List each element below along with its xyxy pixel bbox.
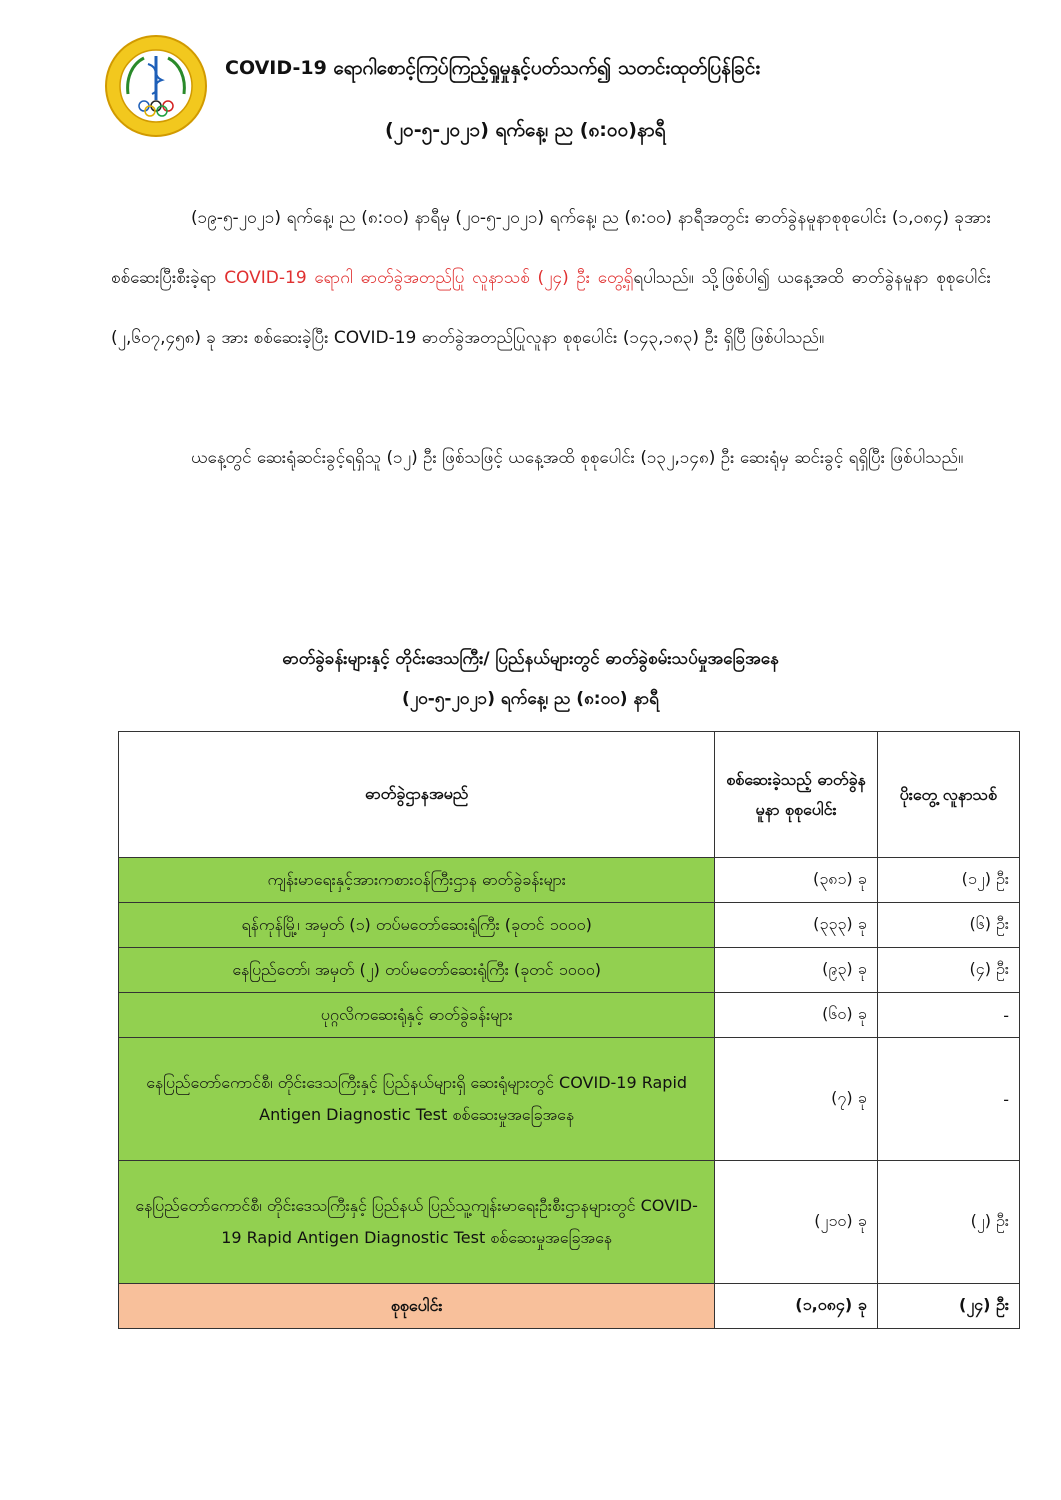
summary-text-b: ရပါသည်။ သို့ဖြစ်ပါ၍ ယနေ့အထိ ဓာတ်ခွဲနမူနာ စုစုပေါင်း (၂,၆၀၇,၄၅၈) ခု အား စစ်ဆေးခဲ့ပြီး COVID-19 ဓာတ်ခွဲအတည်ပြုလူနာ စုစုပေါင်း (၁၄၃,၁၈၃) ဦး ရှိပြီ ဖြစ်ပါသည်။	[111, 268, 991, 348]
table-row	[119, 1161, 1020, 1284]
discharge-paragraph: ယနေ့တွင် ဆေးရုံဆင်းခွင့်ရရှိသူ (၁၂) ဦး ဖြစ်သဖြင့် ယနေ့အထိ စုစုပေါင်း (၁၃၂,၁၄၈) ဦး ဆေးရုံမှ ဆင်းခွင့် ရရှိပြီး ဖြစ်ပါသည်။	[191, 448, 964, 468]
summary-text-a: (၁၉-၅-၂၀၂၁) ရက်နေ့၊ ည (၈:၀၀) နာရီမှ (၂၀-၅-၂၀၂၁) ရက်နေ့၊ ည (၈:၀၀) နာရီအတွင်း ဓာတ်ခွဲနမူနာစုစုပေါင်း (၁,၀၈၄) ခုအား စစ်ဆေးပြီးစီးခဲ့ရာ	[111, 208, 991, 288]
total-label: စုစုပေါင်း	[119, 1284, 715, 1329]
tested-count: (၇) ခု	[715, 1038, 877, 1161]
tested-count: (၃၈၁) ခု	[715, 858, 877, 903]
total-tested: (၁,၀၈၄) ခု	[715, 1284, 877, 1329]
lab-name: နေပြည်တော်ကောင်စီ၊ တိုင်းဒေသကြီးနှင့် ပြည်နယ်များရှိ ဆေးရုံများတွင် COVID-19 Rapid Antigen Diagnostic Test စစ်ဆေးမှုအခြေအနေ	[119, 1038, 715, 1161]
table-row	[119, 993, 1020, 1038]
tested-count: (၂၁၀) ခု	[715, 1161, 877, 1284]
header-positive: ပိုးတွေ့ လူနာသစ်	[877, 732, 1019, 858]
page-title: COVID-19 ရောဂါစောင့်ကြပ်ကြည့်ရှုမှုနှင့်ပတ်သက်၍ သတင်းထုတ်ပြန်ခြင်း	[225, 57, 761, 79]
positive-count: (၁၂) ဦး	[877, 858, 1019, 903]
table-row	[119, 948, 1020, 993]
table-title: ဓာတ်ခွဲခန်းများနှင့် တိုင်းဒေသကြီး/ ပြည်နယ်များတွင် ဓာတ်ခွဲစမ်းသပ်မှုအခြေအနေ	[282, 649, 779, 669]
positive-count: -	[877, 1038, 1019, 1161]
header-tested: စစ်ဆေးခဲ့သည့် ဓာတ်ခွဲနမူနာ စုစုပေါင်း	[715, 732, 877, 858]
positive-count: (၄) ဦး	[877, 948, 1019, 993]
table-row	[119, 858, 1020, 903]
lab-name: နေပြည်တော်၊ အမှတ် (၂) တပ်မတော်ဆေးရုံကြီး (ခုတင် ၁၀၀၀)	[119, 948, 715, 993]
table-row	[119, 903, 1020, 948]
lab-name: နေပြည်တော်ကောင်စီ၊ တိုင်းဒေသကြီးနှင့် ပြည်နယ် ပြည်သူ့ကျန်းမာရေးဦးစီးဌာနများတွင် COVID-19 Rapid Antigen Diagnostic Test စစ်ဆေးမှုအခြေအနေ	[119, 1161, 715, 1284]
new-cases-highlight: COVID-19 ရောဂါ ဓာတ်ခွဲအတည်ပြု လူနာသစ် (၂၄) ဦး တွေ့ရှိ	[224, 268, 634, 288]
tested-count: (၆၀) ခု	[715, 993, 877, 1038]
ministry-logo	[104, 34, 208, 138]
total-positive: (၂၄) ဦး	[877, 1284, 1019, 1329]
lab-results-table	[118, 731, 1020, 1329]
summary-paragraph	[111, 188, 991, 368]
tested-count: (၉၃) ခု	[715, 948, 877, 993]
positive-count: (၂) ဦး	[877, 1161, 1019, 1284]
positive-count: -	[877, 993, 1019, 1038]
page-date: (၂၀-၅-၂၀၂၁) ရက်နေ့၊ ည (၈:၀၀)နာရီ	[385, 119, 666, 141]
positive-count: (၆) ဦး	[877, 903, 1019, 948]
table-date: (၂၀-၅-၂၀၂၁) ရက်နေ့၊ ည (၈:၀၀) နာရီ	[402, 689, 659, 709]
table-header-row	[119, 732, 1020, 858]
lab-name: ကျန်းမာရေးနှင့်အားကစားဝန်ကြီးဌာန ဓာတ်ခွဲခန်းများ	[119, 858, 715, 903]
lab-name: ပုဂ္ဂလိကဆေးရုံနှင့် ဓာတ်ခွဲခန်းများ	[119, 993, 715, 1038]
header-lab-name: ဓာတ်ခွဲဌာနအမည်	[119, 732, 715, 858]
table-row	[119, 1038, 1020, 1161]
tested-count: (၃၃၃) ခု	[715, 903, 877, 948]
table-total-row	[119, 1284, 1020, 1329]
lab-name: ရန်ကုန်မြို့၊ အမှတ် (၁) တပ်မတော်ဆေးရုံကြီး (ခုတင် ၁၀၀၀)	[119, 903, 715, 948]
